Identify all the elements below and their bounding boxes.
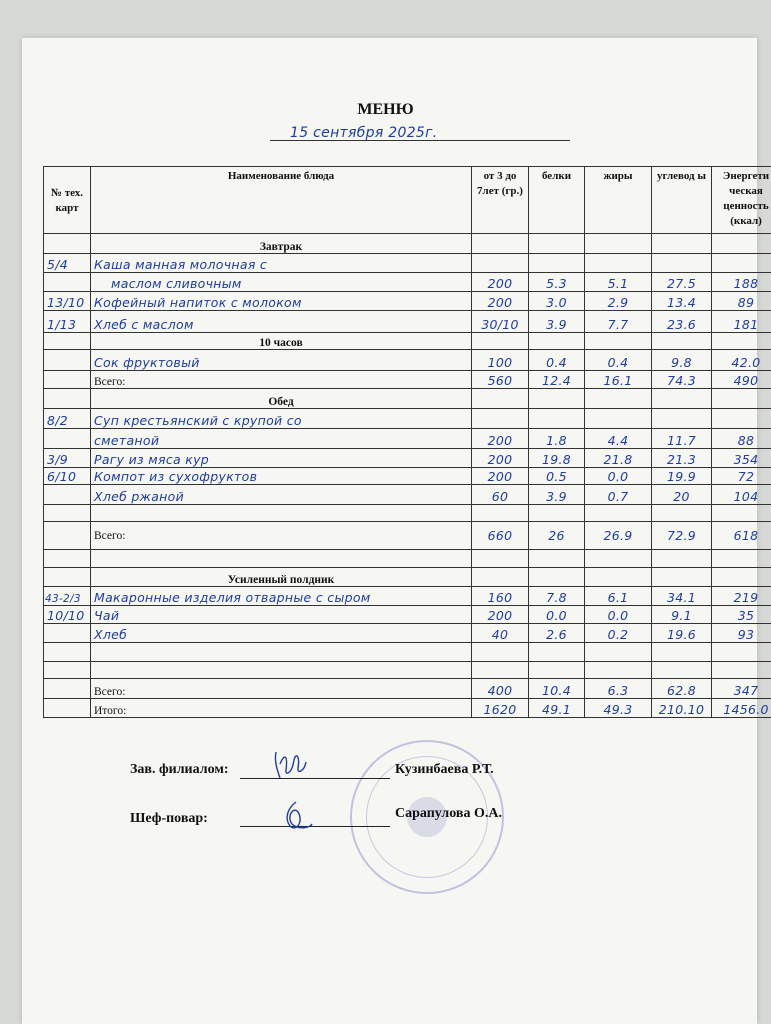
cell-fat: 26.9 [585, 522, 652, 549]
cell-portion: 560 [472, 371, 529, 388]
section-row-ten [44, 333, 771, 350]
manager-signature-line [240, 778, 390, 779]
cell-portion: 200 [472, 428, 529, 448]
cell-portion: 40 [472, 624, 529, 643]
cell-carbs: 9.1 [652, 605, 712, 623]
table-row [44, 310, 771, 332]
total-row [44, 371, 771, 388]
cell-name: Макаронные изделия отварные с сыром [91, 586, 472, 605]
chef-name: Сарапулова О.А. [395, 806, 502, 821]
cell-fat: 0.4 [585, 350, 652, 371]
cell-energy: 490 [712, 371, 771, 388]
cell-name: Кофейный напиток с молоком [91, 291, 472, 310]
cell-name: Рагу из мяса кур [91, 448, 472, 467]
empty-row [44, 662, 771, 679]
section-row-lunch [44, 388, 771, 408]
cell-protein: 2.6 [529, 624, 585, 643]
cell-energy: 35 [712, 605, 771, 623]
cell-portion: 200 [472, 448, 529, 467]
section-title: Завтрак [91, 234, 472, 253]
cell-portion: 200 [472, 272, 529, 291]
cell-protein: 3.9 [529, 310, 585, 332]
cell-energy: 89 [712, 291, 771, 310]
table-row [44, 605, 771, 623]
cell-portion: 200 [472, 468, 529, 485]
cell-num: 8/2 [44, 408, 91, 428]
header-protein: белки [529, 167, 585, 234]
cell-carbs: 210.10 [652, 698, 712, 717]
cell-energy: 1456.0 [712, 698, 771, 717]
cell-carbs: 19.9 [652, 468, 712, 485]
cell-protein: 49.1 [529, 698, 585, 717]
menu-title: МЕНЮ [357, 101, 414, 118]
section-title: 10 часов [91, 333, 472, 350]
table-header-row [44, 167, 771, 234]
cell-protein: 0.0 [529, 605, 585, 623]
cell-carbs: 21.3 [652, 448, 712, 467]
cell-energy: 88 [712, 428, 771, 448]
cell-protein: 7.8 [529, 586, 585, 605]
section-row-breakfast [44, 234, 771, 253]
cell-portion: 60 [472, 485, 529, 505]
cell-protein: 0.5 [529, 468, 585, 485]
cell-portion: 100 [472, 350, 529, 371]
cell-name: Хлеб с маслом [91, 310, 472, 332]
cell-carbs: 9.8 [652, 350, 712, 371]
cell-portion: 1620 [472, 698, 529, 717]
table-row [44, 253, 771, 272]
cell-carbs: 62.8 [652, 679, 712, 698]
table-row [44, 586, 771, 605]
cell-protein: 0.4 [529, 350, 585, 371]
cell-energy: 42.0 [712, 350, 771, 371]
cell-carbs: 34.1 [652, 586, 712, 605]
cell-carbs: 11.7 [652, 428, 712, 448]
cell-num: 43-2/3 [44, 586, 91, 605]
header-fat: жиры [585, 167, 652, 234]
cell-fat: 49.3 [585, 698, 652, 717]
table-row [44, 428, 771, 448]
cell-portion: 200 [472, 291, 529, 310]
cell-num: 10/10 [44, 605, 91, 623]
cell-portion: 160 [472, 586, 529, 605]
table-row [44, 624, 771, 643]
cell-num: 5/4 [44, 253, 91, 272]
cell-carbs: 72.9 [652, 522, 712, 549]
cell-portion: 400 [472, 679, 529, 698]
cell-fat: 7.7 [585, 310, 652, 332]
cell-energy: 188 [712, 272, 771, 291]
chef-label: Шеф-повар: [130, 811, 208, 826]
grand-total-row [44, 698, 771, 717]
cell-fat: 6.1 [585, 586, 652, 605]
cell-energy: 104 [712, 485, 771, 505]
cell-energy: 618 [712, 522, 771, 549]
cell-num [44, 624, 91, 643]
cell-protein: 3.9 [529, 485, 585, 505]
cell-name: Чай [91, 605, 472, 623]
cell-name: Компот из сухофруктов [91, 468, 472, 485]
cell-total-label: Всего: [91, 371, 472, 388]
section-title: Усиленный полдник [91, 567, 472, 586]
cell-protein: 12.4 [529, 371, 585, 388]
cell-name: сметаной [91, 428, 472, 448]
header-portion: от 3 до 7лет (гр.) [472, 167, 529, 234]
cell-carbs: 20 [652, 485, 712, 505]
cell-fat: 0.0 [585, 468, 652, 485]
cell-energy: 219 [712, 586, 771, 605]
cell-carbs: 13.4 [652, 291, 712, 310]
table-row [44, 468, 771, 485]
table-row [44, 408, 771, 428]
cell-fat: 0.0 [585, 605, 652, 623]
cell-num [44, 272, 91, 291]
cell-num: 3/9 [44, 448, 91, 467]
cell-fat: 4.4 [585, 428, 652, 448]
cell-carbs: 19.6 [652, 624, 712, 643]
cell-name: Сок фруктовый [91, 350, 472, 371]
cell-num [44, 485, 91, 505]
table-row [44, 272, 771, 291]
cell-fat: 16.1 [585, 371, 652, 388]
cell-total-label: Итого: [91, 698, 472, 717]
menu-date: 15 сентября 2025г. [290, 125, 438, 141]
cell-total-label: Всего: [91, 522, 472, 549]
cell-protein: 5.3 [529, 272, 585, 291]
cell-energy: 72 [712, 468, 771, 485]
cell-name: Хлеб ржаной [91, 485, 472, 505]
cell-protein: 19.8 [529, 448, 585, 467]
cell-fat: 0.7 [585, 485, 652, 505]
cell-portion: 200 [472, 605, 529, 623]
cell-fat: 21.8 [585, 448, 652, 467]
cell-name: Каша манная молочная с [91, 253, 472, 272]
empty-row [44, 643, 771, 662]
cell-fat: 5.1 [585, 272, 652, 291]
cell-fat: 6.3 [585, 679, 652, 698]
empty-row [44, 505, 771, 522]
cell-num [44, 350, 91, 371]
cell-total-label: Всего: [91, 679, 472, 698]
table-row [44, 350, 771, 371]
header-carbs: углевод ы [652, 167, 712, 234]
cell-energy: 354 [712, 448, 771, 467]
section-title: Обед [91, 388, 472, 408]
manager-signature-scribble [270, 748, 310, 782]
cell-energy: 181 [712, 310, 771, 332]
cell-fat: 2.9 [585, 291, 652, 310]
header-energy: Энергети ческая ценность (ккал) [712, 167, 771, 234]
cell-name: Хлеб [91, 624, 472, 643]
manager-name: Кузинбаева Р.Т. [395, 762, 494, 777]
cell-portion: 660 [472, 522, 529, 549]
menu-table [43, 166, 771, 718]
cell-protein: 3.0 [529, 291, 585, 310]
cell-energy: 347 [712, 679, 771, 698]
cell-carbs: 27.5 [652, 272, 712, 291]
cell-energy: 93 [712, 624, 771, 643]
header-num: № тех. карт [44, 167, 91, 234]
total-row [44, 679, 771, 698]
cell-portion: 30/10 [472, 310, 529, 332]
cell-protein: 26 [529, 522, 585, 549]
cell-protein: 10.4 [529, 679, 585, 698]
cell-carbs: 74.3 [652, 371, 712, 388]
cell-num: 1/13 [44, 310, 91, 332]
table-row [44, 485, 771, 505]
cell-carbs: 23.6 [652, 310, 712, 332]
table-row [44, 448, 771, 467]
cell-name: Суп крестьянский с крупой со [91, 408, 472, 428]
total-row [44, 522, 771, 549]
header-name: Наименование блюда [91, 167, 472, 234]
section-row-snack [44, 567, 771, 586]
manager-label: Зав. филиалом: [130, 762, 229, 777]
chef-signature-scribble [276, 798, 316, 834]
cell-name: маслом сливочным [91, 272, 472, 291]
cell-protein: 1.8 [529, 428, 585, 448]
cell-num: 6/10 [44, 468, 91, 485]
empty-row [44, 549, 771, 567]
cell-fat: 0.2 [585, 624, 652, 643]
table-row [44, 291, 771, 310]
cell-num [44, 428, 91, 448]
cell-num: 13/10 [44, 291, 91, 310]
